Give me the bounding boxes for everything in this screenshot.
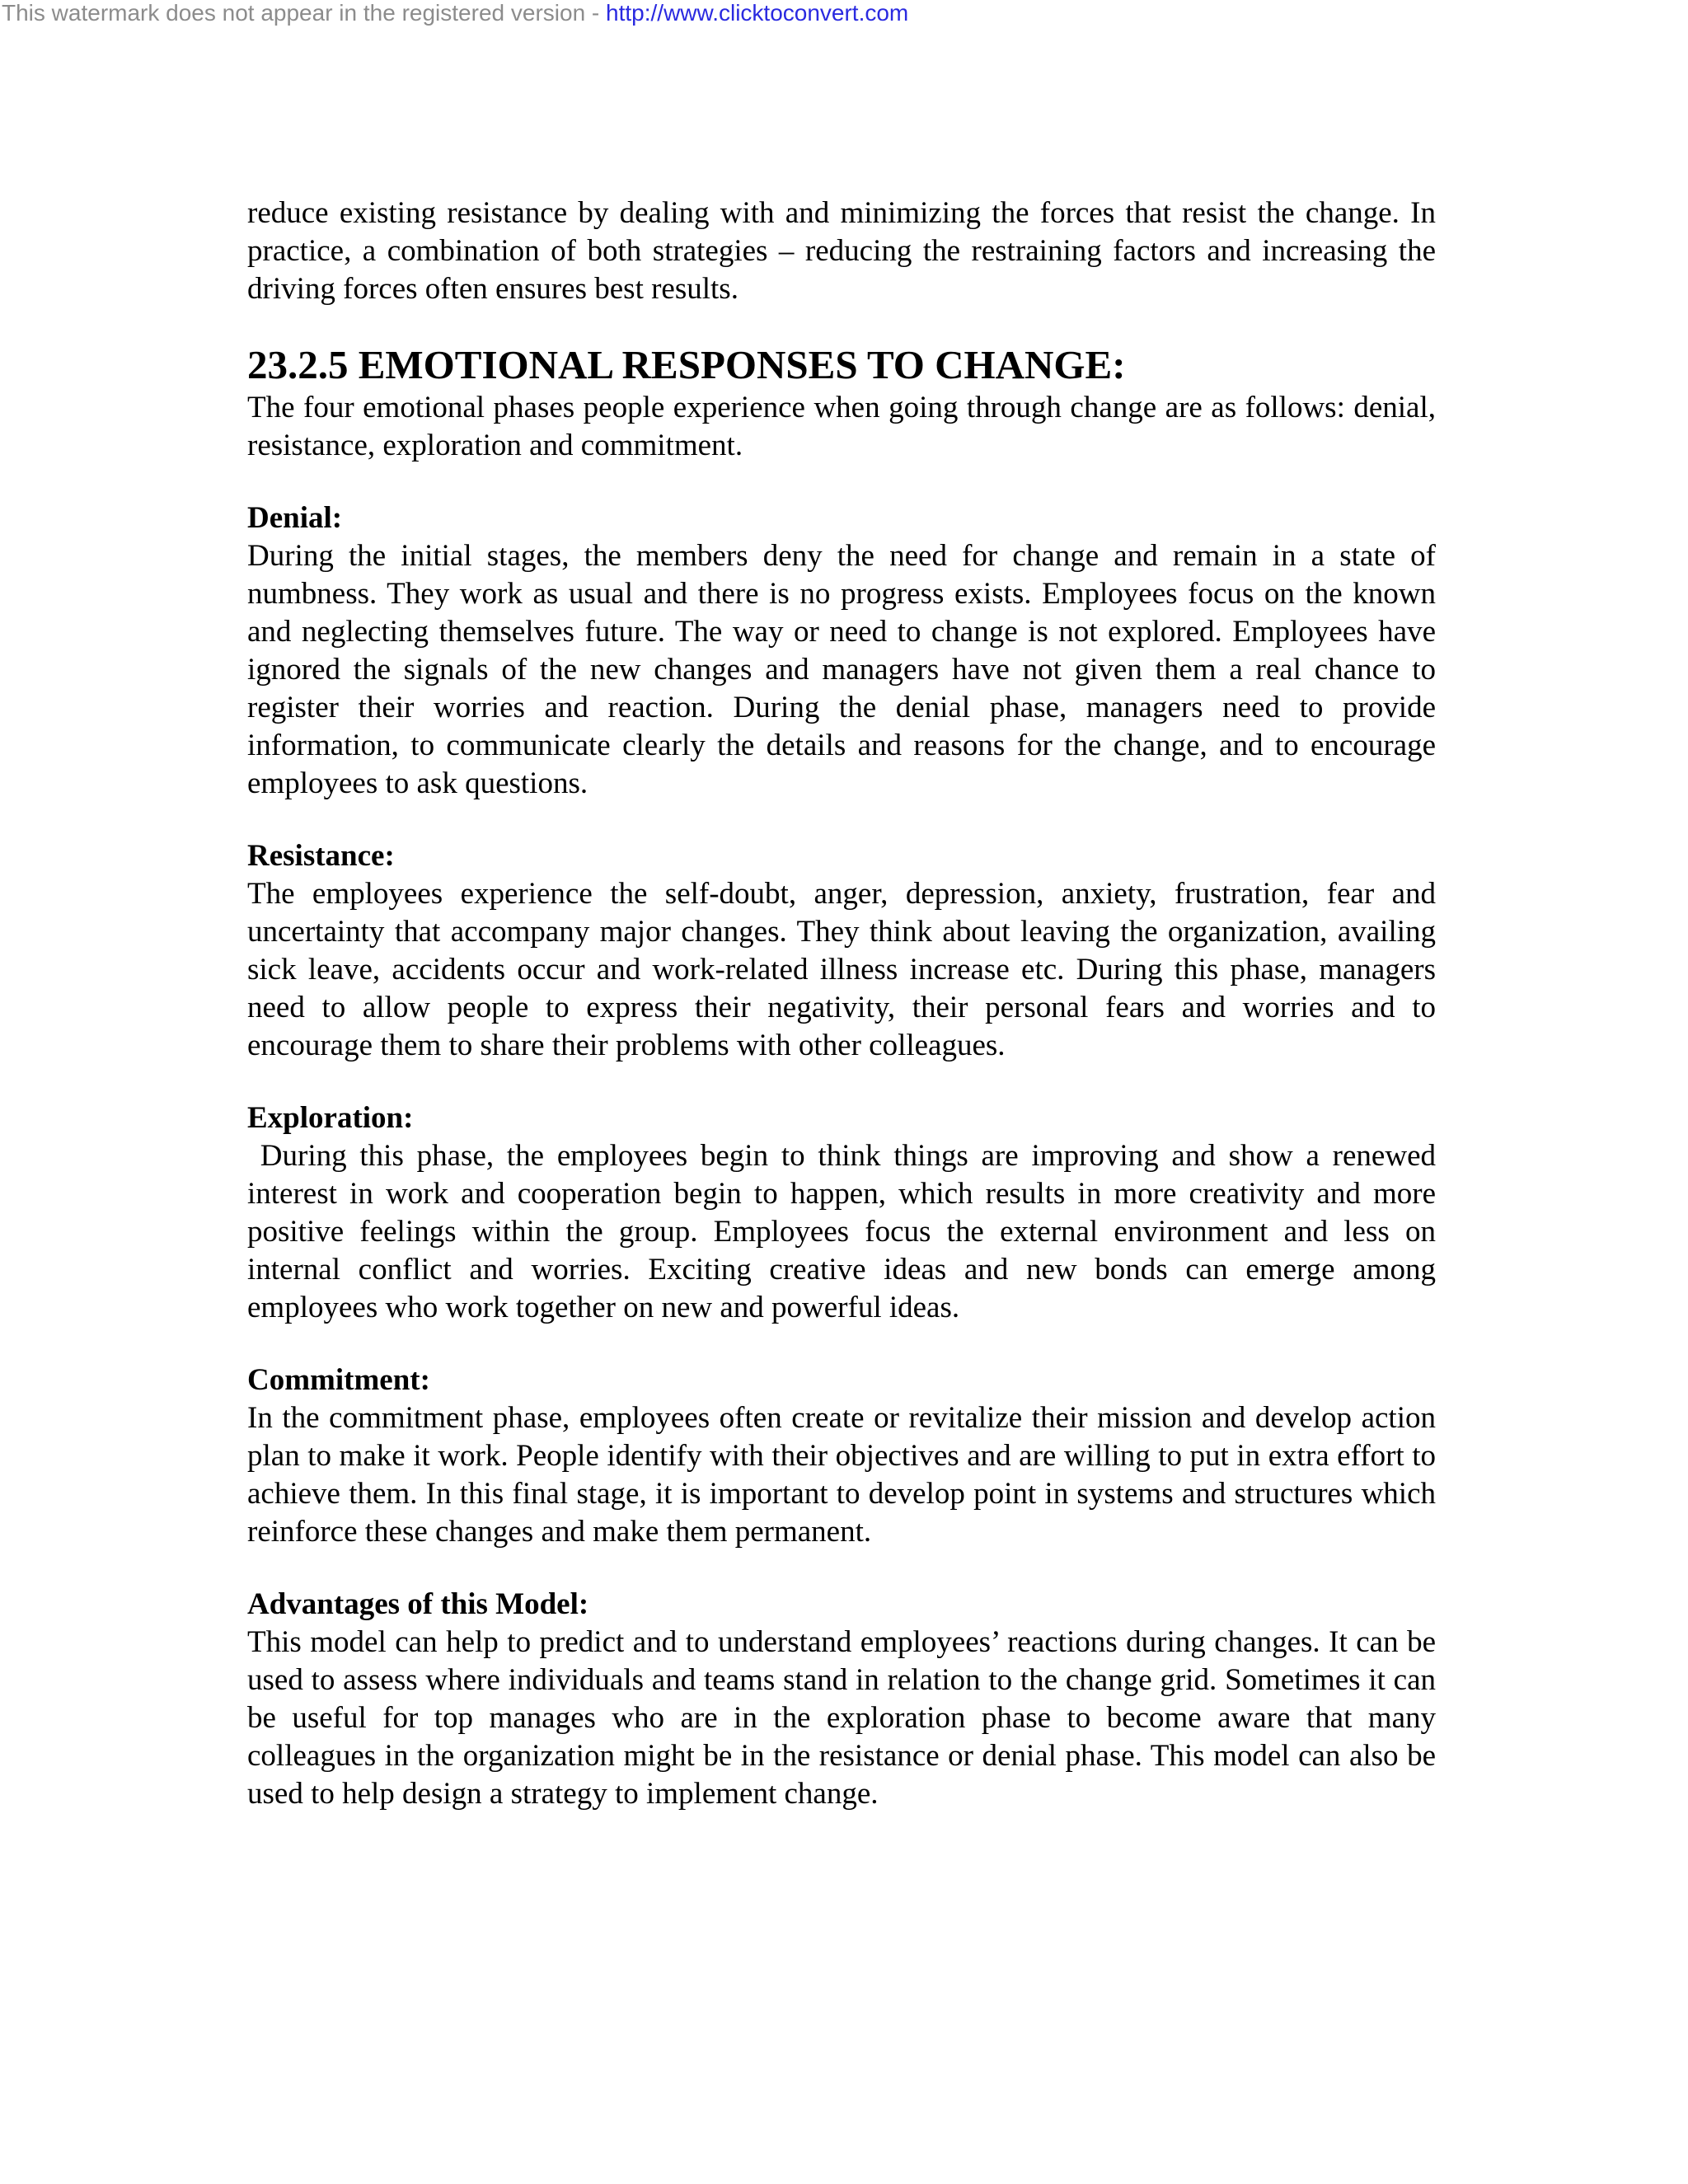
section-heading: 23.2.5 EMOTIONAL RESPONSES TO CHANGE:	[247, 342, 1126, 387]
commitment-paragraph: In the commitment phase, employees often create or revitalize their mission and develop action plan to make it work. People identify with their objectives and are willing to put in extra effort to achieve them. In this final stage, it is important to develop point in systems and structures which reinforce these changes and make them permanent.	[247, 1401, 1436, 1549]
denial-paragraph: During the initial stages, the members deny the need for change and remain in a state of numbness. They work as usual and there is no progress exists. Employees focus on the known and neglecting themselves future. The way or need to change is not explored. Employees have ignored the signals of the new changes and managers have not given them a real chance to register their worries and reaction. During the denial phase, managers need to provide information, to communicate clearly the details and reasons for the change, and to encourage employees to ask questions.	[247, 539, 1436, 800]
commitment-heading: Commitment:	[247, 1363, 430, 1397]
document-page	[247, 194, 1444, 1813]
advantages-paragraph: This model can help to predict and to understand employees’ reactions during changes. It can be used to assess where individuals and teams stand in relation to the change grid. Sometimes it can be useful for top manages who are in the exploration phase to become aware that many colleagues in the organization might be in the resistance or denial phase. This model can also be used to help design a strategy to implement change.	[247, 1625, 1436, 1811]
exploration-paragraph: During this phase, the employees begin to think things are improving and show a renewed interest in work and cooperation begin to happen, which results in more creativity and more positive feelings within the group. Employees focus the external environment and less on internal conflict and worries. Exciting creative ideas and new bonds can emerge among employees who work together on new and powerful ideas.	[247, 1139, 1444, 1324]
exploration-heading: Exploration:	[247, 1101, 414, 1135]
watermark-link[interactable]: http://www.clicktoconvert.com	[606, 0, 909, 26]
section-lead-paragraph: The four emotional phases people experience when going through change are as follows: denial, resistance, exploration and commitment.	[247, 391, 1436, 462]
denial-heading: Denial:	[247, 501, 343, 535]
resistance-heading: Resistance:	[247, 839, 395, 873]
watermark-text: This watermark does not appear in the registered version -	[2, 0, 607, 26]
resistance-paragraph: The employees experience the self-doubt, anger, depression, anxiety, frustration, fear and uncertainty that accompany major changes. They think about leaving the organization, availing sick leave, accidents occur and work-related illness increase etc. During this phase, managers need to allow people to express their negativity, their personal fears and worries and to encourage them to share their problems with other colleagues.	[247, 877, 1436, 1062]
advantages-heading: Advantages of this Model:	[247, 1587, 589, 1621]
intro-paragraph: reduce existing resistance by dealing with and minimizing the forces that resist the change. In practice, a combination of both strategies – reducing the restraining factors and increasing the driving forces often ensures best results.	[247, 196, 1436, 306]
watermark-notice	[2, 0, 908, 26]
